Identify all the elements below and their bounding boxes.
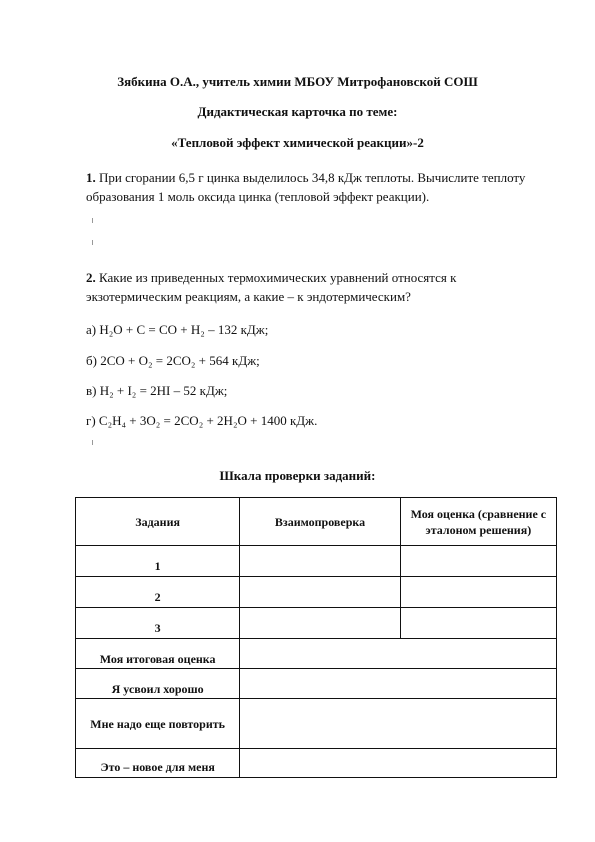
task-row-number: 3 [76,608,240,639]
table-row [76,608,557,639]
equation-b-text: 2CO + O₂ = 2CO₂ + 564 кДж; [100,353,260,368]
summary-new-cell[interactable] [240,749,557,778]
answer-space-marker [92,218,93,223]
table-row [76,639,557,669]
summary-repeat-label: Мне надо еще повторить [76,699,240,749]
equation-a-text: H₂O + C = CO + H₂ – 132 кДж; [99,322,269,337]
table-header-row [76,498,557,546]
equation-c-prefix: в) [86,383,100,398]
card-subtitle: Дидактическая карточка по теме: [197,104,398,119]
table-row [76,577,557,608]
equation-a [86,322,268,338]
task-row-number: 2 [76,577,240,608]
task-2-number: 2. [86,270,96,285]
table-row [76,669,557,699]
equation-c-text: H₂ + I₂ = 2HI – 52 кДж; [99,383,228,398]
self-cell[interactable] [400,608,556,639]
header-peer-review: Взаимопроверка [240,498,400,546]
task-2-text: Какие из приведенных термохимических уравнений относятся к экзотермическим реакциям, а какие – к эндотермическим? [86,270,457,304]
card-topic: «Тепловой эффект химической реакции»-2 [171,135,424,150]
self-cell[interactable] [400,546,556,577]
header-tasks: Задания [76,498,240,546]
summary-final-cell[interactable] [240,639,557,669]
table-row [76,749,557,778]
equation-b-prefix: б) [86,353,101,368]
task-2 [86,268,526,306]
answer-space-marker [92,240,93,245]
task-row-number: 1 [76,546,240,577]
author-line: Зябкина О.А., учитель химии МБОУ Митрофановской СОШ [117,74,478,89]
self-cell[interactable] [400,577,556,608]
summary-learned-label: Я усвоил хорошо [76,669,240,699]
table-row [76,699,557,749]
task-1 [86,168,526,206]
equation-d [86,413,317,429]
summary-new-label: Это – новое для меня [76,749,240,778]
scale-title: Шкала проверки заданий: [219,468,376,483]
peer-cell[interactable] [240,546,400,577]
task-1-number: 1. [86,170,96,185]
summary-final-label: Моя итоговая оценка [76,639,240,669]
summary-repeat-cell[interactable] [240,699,557,749]
peer-cell[interactable] [240,608,400,639]
equation-d-prefix: г) [86,413,99,428]
table-row [76,546,557,577]
grading-table [75,497,557,778]
header-self-assessment: Моя оценка (сравнение с эталоном решения) [400,498,556,546]
equation-c [86,383,227,399]
task-1-text: При сгорании 6,5 г цинка выделилось 34,8 кДж теплоты. Вычислите теплоту образования 1 моль оксида цинка (тепловой эффект реакции). [86,170,526,204]
summary-learned-cell[interactable] [240,669,557,699]
equation-d-text: C₂H₄ + 3O₂ = 2CO₂ + 2H₂O + 1400 кДж. [98,413,318,428]
peer-cell[interactable] [240,577,400,608]
equation-b [86,353,260,369]
equation-a-prefix: а) [86,322,100,337]
answer-space-marker [92,440,93,445]
